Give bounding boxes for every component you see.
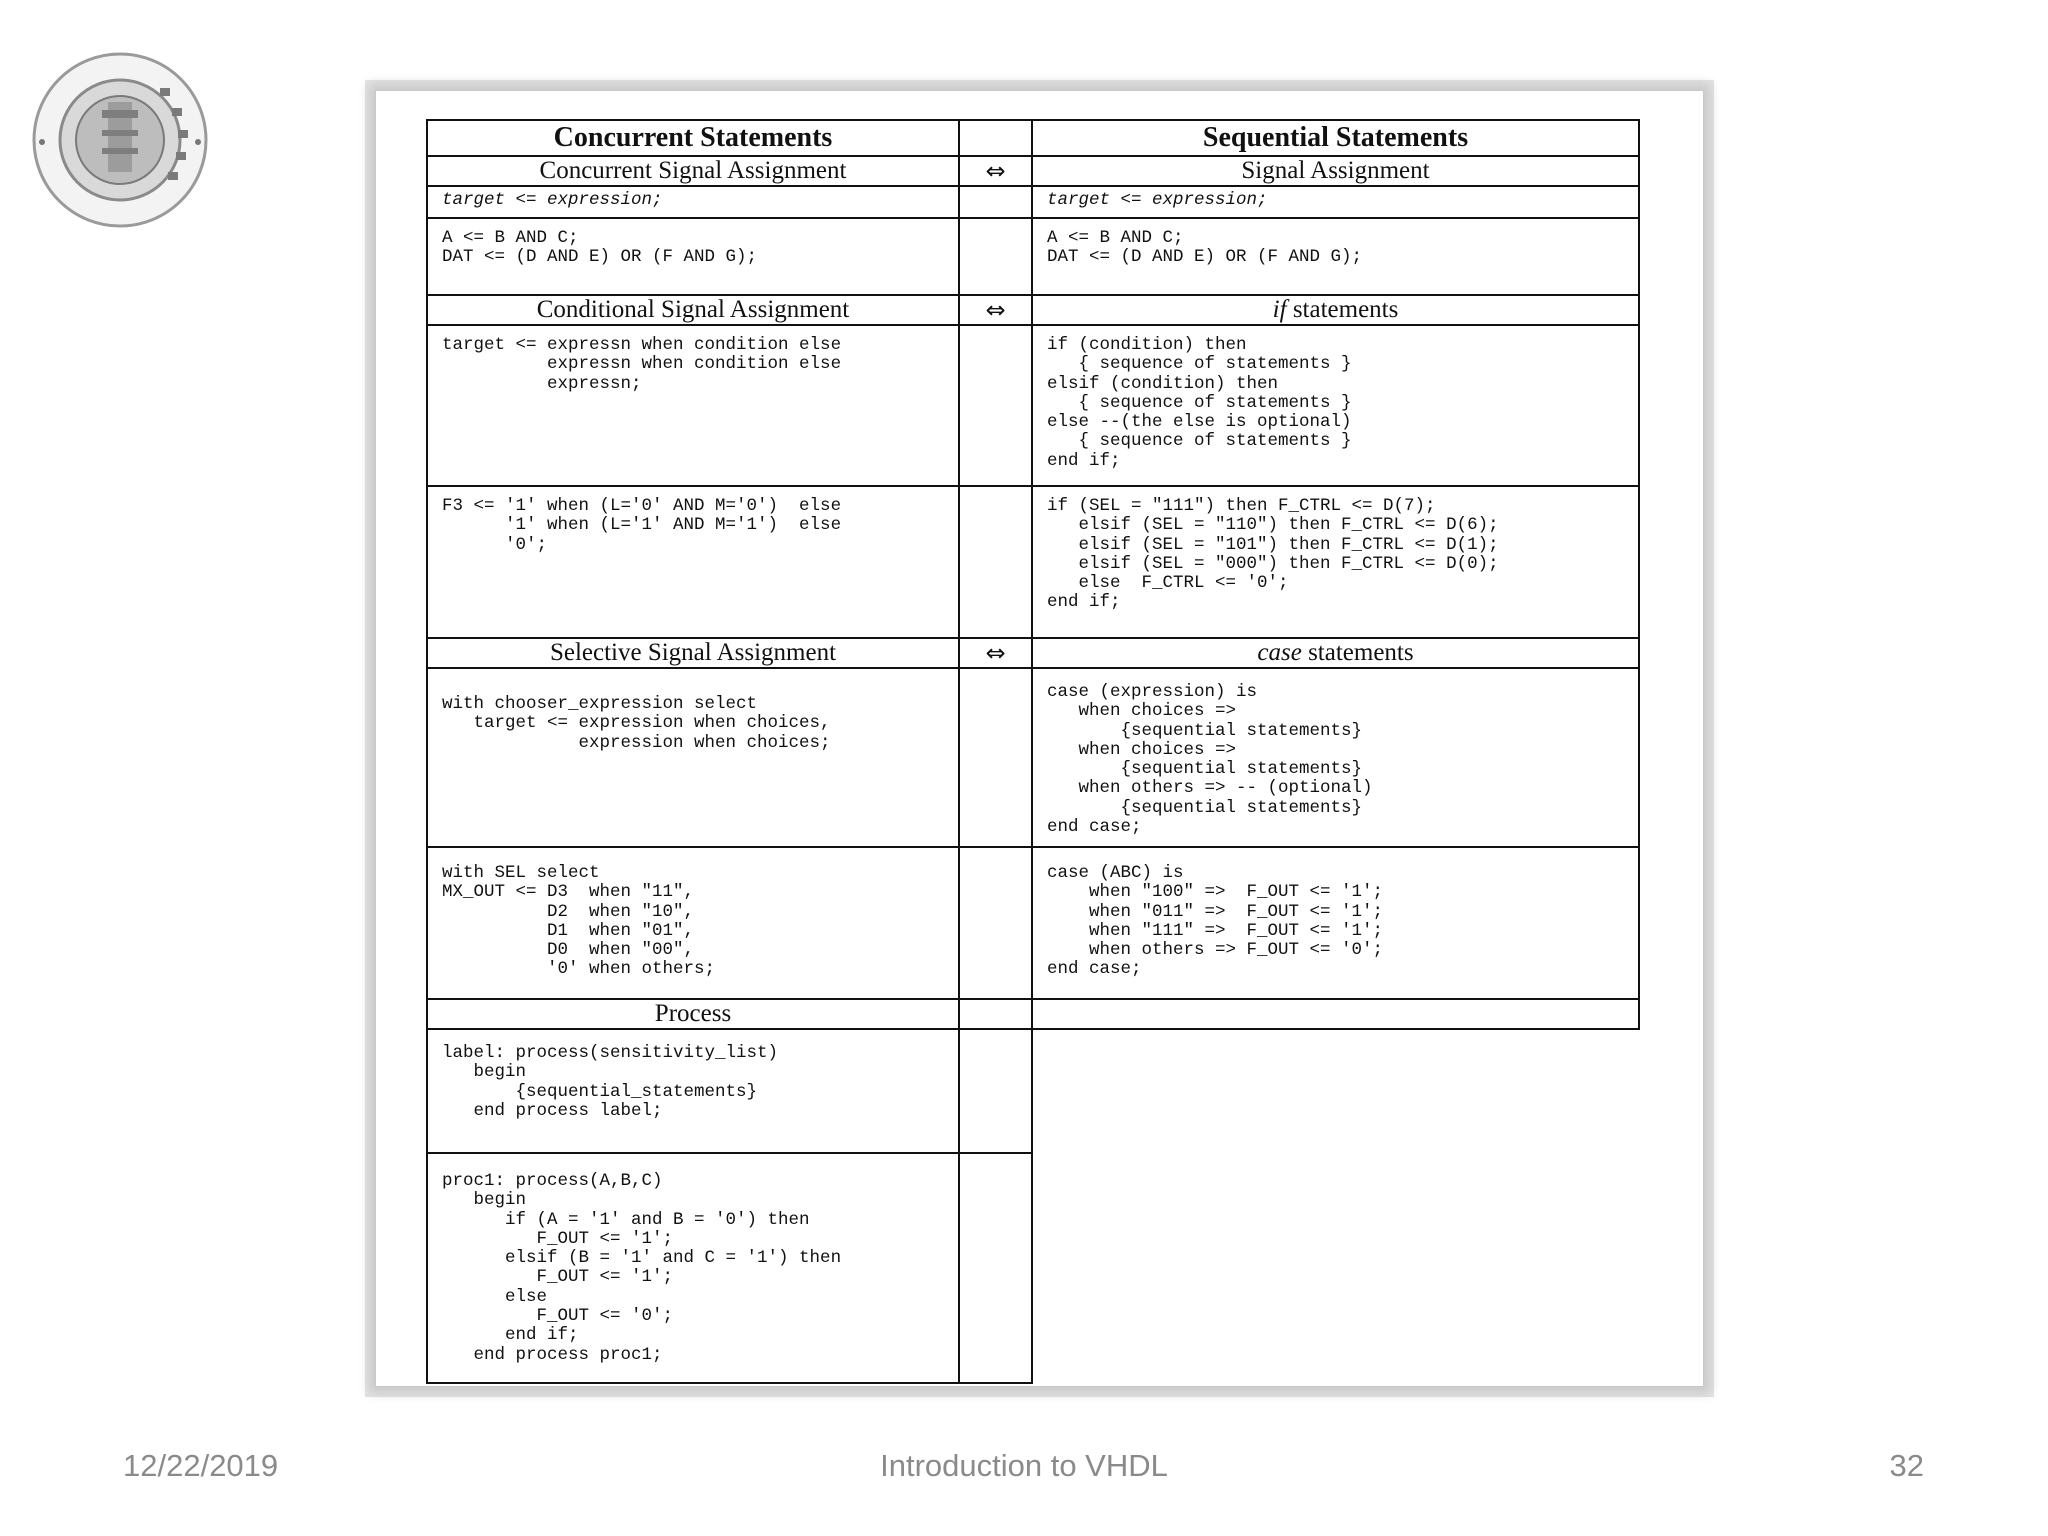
- case-statements-title: case statements: [1257, 639, 1414, 666]
- process-syntax-left: label: process(sensitivity_list) begin {sequential_statements} end process label;: [442, 1043, 779, 1121]
- statements-table: [426, 119, 1640, 1384]
- conditional-example-left: F3 <= '1' when (L='0' AND M='0') else '1' when (L='1' AND M='1') else '0';: [442, 496, 842, 555]
- process-example-left: proc1: process(A,B,C) begin if (A = '1' and B = '0') then F_OUT <= '1'; elsif (B = '1' and C = '1') then F_OUT <= '1'; else F_OUT <= '0'; end if; end process proc1;: [442, 1171, 842, 1365]
- selective-syntax-left: with chooser_expression select target <= expression when choices, expression when choices;: [442, 694, 831, 753]
- case-syntax-right: case (expression) is when choices => {sequential statements} when choices => {sequential statements} when others => -- (optional) {sequential statements} end case;: [1047, 682, 1373, 838]
- signal-syntax-right: target <= expression;: [1047, 190, 1268, 210]
- slide-footer-title: Introduction to VHDL: [880, 1448, 1168, 1483]
- conditional-signal-title: Conditional Signal Assignment: [536, 296, 850, 323]
- if-statements-title: if statements: [1272, 296, 1399, 323]
- signal-example-left: A <= B AND C; DAT <= (D AND E) OR (F AND G);: [442, 228, 758, 268]
- concurrent-signal-title: Concurrent Signal Assignment: [539, 157, 847, 184]
- equivalence-arrow: ⇔: [985, 157, 1006, 185]
- if-syntax-right: if (condition) then { sequence of statements } elsif (condition) then { sequence of statements } else --(the else is optional) { sequence of statements } end if;: [1047, 335, 1352, 471]
- table-image-frame: [375, 90, 1704, 1387]
- signal-syntax-left: target <= expression;: [442, 190, 663, 210]
- slide-date: 12/22/2019: [123, 1448, 279, 1483]
- conditional-syntax-left: target <= expressn when condition else expressn when condition else expressn;: [442, 335, 842, 394]
- vhdl-comparison-sheet: [426, 119, 1638, 1388]
- equivalence-arrow: ⇔: [985, 296, 1006, 324]
- signal-example-right: A <= B AND C; DAT <= (D AND E) OR (F AND G);: [1047, 228, 1363, 268]
- concurrent-header: Concurrent Statements: [553, 122, 833, 153]
- selective-example-left: with SEL select MX_OUT <= D3 when "11", D2 when "10", D1 when "01", D0 when "00", '0' when others;: [442, 863, 716, 980]
- process-title: Process: [654, 1000, 732, 1027]
- slide-number: 32: [1889, 1448, 1924, 1483]
- case-example-right: case (ABC) is when "100" => F_OUT <= '1'; when "011" => F_OUT <= '1'; when "111" => F_OUT <= '1'; when others => F_OUT <= '0'; end case;: [1047, 863, 1384, 980]
- sequential-header: Sequential Statements: [1202, 122, 1469, 153]
- equivalence-arrow: ⇔: [985, 639, 1006, 667]
- if-example-right: if (SEL = "111") then F_CTRL <= D(7); elsif (SEL = "110") then F_CTRL <= D(6); elsif (SEL = "101") then F_CTRL <= D(1); elsif (SEL = "000") then F_CTRL <= D(0); else F_CTRL <= '0'; end if;: [1047, 496, 1499, 613]
- university-logo: [30, 50, 210, 230]
- selective-signal-title: Selective Signal Assignment: [549, 639, 837, 666]
- signal-assignment-title: Signal Assignment: [1241, 157, 1430, 184]
